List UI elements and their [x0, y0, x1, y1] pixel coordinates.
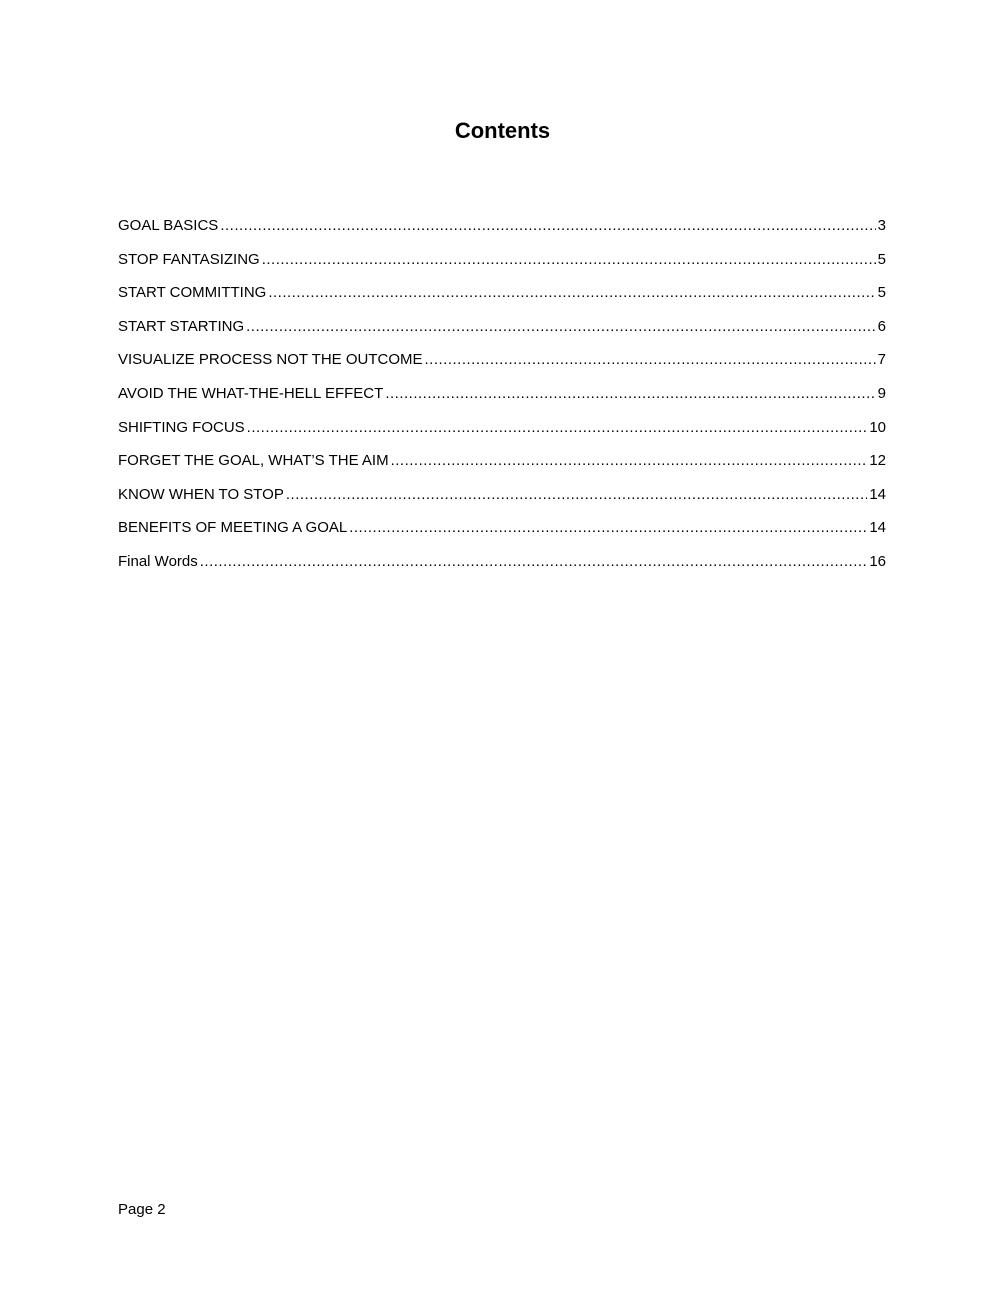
table-of-contents: [118, 214, 886, 584]
toc-dot-leader: [349, 516, 867, 540]
toc-entry-page-number: 14: [869, 485, 886, 503]
toc-entry-label: START COMMITTING: [118, 284, 267, 302]
toc-entry-goal-basics[interactable]: [118, 214, 886, 248]
toc-entry-label: AVOID THE WHAT-THE-HELL EFFECT: [118, 384, 384, 402]
toc-entry-label: KNOW WHEN TO STOP: [118, 485, 284, 503]
toc-entry-page-number: 14: [869, 519, 886, 537]
toc-dot-leader: [425, 348, 876, 372]
toc-entry-shifting-focus[interactable]: [118, 416, 886, 450]
toc-dot-leader: [220, 214, 875, 238]
toc-entry-label: GOAL BASICS: [118, 217, 219, 234]
toc-dot-leader: [385, 382, 875, 406]
toc-entry-page-number: 3: [877, 217, 886, 234]
toc-entry-page-number: 12: [869, 452, 886, 470]
toc-entry-page-number: 10: [869, 418, 886, 436]
toc-dot-leader: [247, 416, 868, 440]
toc-dot-leader: [262, 248, 876, 272]
toc-entry-page-number: 5: [877, 250, 886, 268]
toc-entry-avoid-what-the-hell[interactable]: [118, 382, 886, 416]
toc-dot-leader: [268, 281, 875, 305]
toc-entry-label: Final Words: [118, 552, 198, 570]
toc-entry-page-number: 16: [869, 552, 886, 570]
toc-entry-benefits-of-meeting[interactable]: [118, 516, 886, 550]
page-title: Contents: [454, 118, 551, 143]
toc-entry-visualize-process[interactable]: [118, 348, 886, 382]
toc-dot-leader: [200, 550, 868, 574]
toc-entry-page-number: 7: [877, 351, 886, 369]
page-footer: Page 2: [118, 1201, 166, 1218]
toc-entry-page-number: 5: [877, 284, 886, 302]
toc-entry-forget-the-goal[interactable]: [118, 449, 886, 483]
toc-entry-label: FORGET THE GOAL, WHAT’S THE AIM: [118, 452, 389, 470]
toc-entry-start-starting[interactable]: [118, 315, 886, 349]
toc-entry-label: BENEFITS OF MEETING A GOAL: [118, 519, 348, 537]
toc-entry-page-number: 6: [877, 317, 886, 335]
toc-dot-leader: [286, 483, 867, 507]
toc-entry-label: SHIFTING FOCUS: [118, 418, 245, 436]
toc-entry-page-number: 9: [877, 384, 886, 402]
toc-entry-stop-fantasizing[interactable]: [118, 248, 886, 282]
toc-entry-start-committing[interactable]: [118, 281, 886, 315]
toc-entry-label: STOP FANTASIZING: [118, 250, 260, 268]
toc-dot-leader: [246, 315, 876, 339]
toc-entry-label: VISUALIZE PROCESS NOT THE OUTCOME: [118, 351, 423, 369]
toc-entry-label: START STARTING: [118, 317, 245, 335]
toc-entry-know-when-to-stop[interactable]: [118, 483, 886, 517]
toc-entry-final-words[interactable]: [118, 550, 886, 584]
toc-dot-leader: [391, 449, 868, 473]
